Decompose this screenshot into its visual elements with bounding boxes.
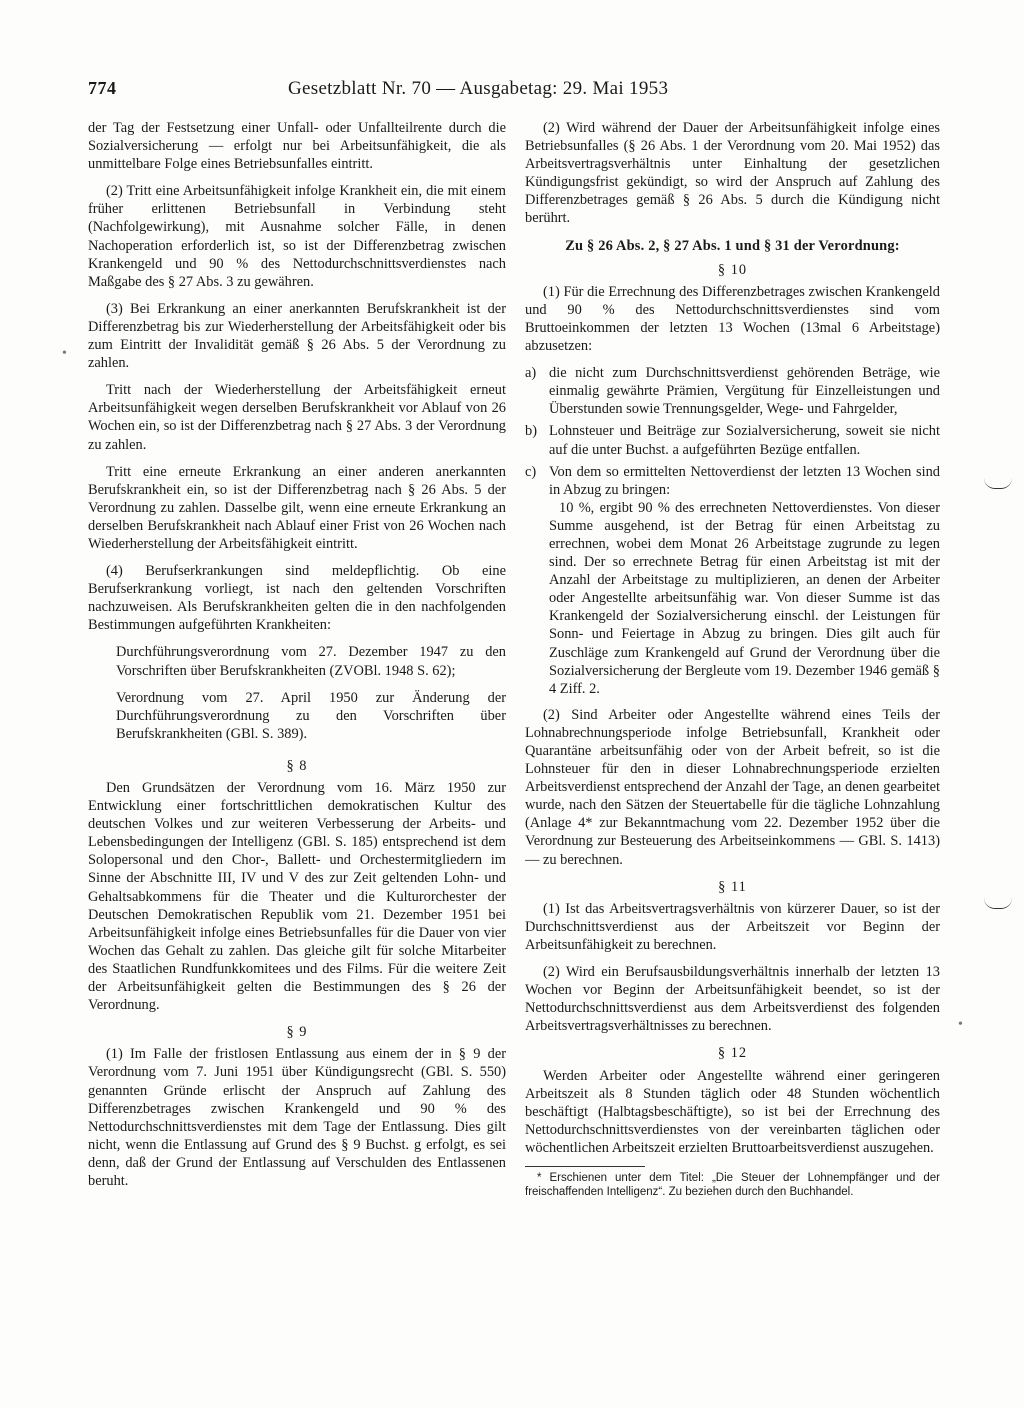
page-number: 774 [88,78,117,98]
paragraph: (3) Bei Erkrankung an einer anerkannten Berufskrankheit ist der Differenzbetrag bis zur Wiederherstellung der Arbeitsfähigkeit oder bis zum Eintritt der Invalidität gemäß § 26 Abs. 5 der Verordnung zu zahlen. [88,300,506,372]
section-heading: § 8 [286,757,308,774]
section-heading: § 12 [717,1045,748,1062]
section-heading: § 9 [286,1024,308,1041]
subheading: Zu § 26 Abs. 2, § 27 Abs. 1 und § 31 der Verordnung: [565,237,900,254]
margin-speck: • [958,1017,963,1032]
header-title: Gesetzblatt Nr. 70 — Ausgabetag: 29. Mai 1953 [288,78,669,99]
list-text-continued: 10 %, ergibt 90 % des errechneten Nettoverdienstes. Von dieser Summe ausgehend, ist der Betrag für einen Arbeitstag zu errechnen, wobei dem Monat 26 Arbeitstage zugrunde zu legen sind. Der so errechnete Betrag für einen Arbeitstag ist mit der Anzahl der Arbeitstage zu multiplizieren, an denen der Arbeiter oder Angestellte arbeitsunfähig war. Von dieser Summe ist das Krankengeld der Sozialversicherung einschl. der Leistungen für Sonn- und Feiertage in Abzug zu bringen. Dies gilt auch für Zuschläge zum Krankengeld auf Grund der Verordnung über die Sozialversicherung der Bergleute vom 19. Dezember 1946 gemäß § 4 Ziff. 2. [549,499,940,697]
paragraph: (1) Ist das Arbeitsvertragsverhältnis von kürzerer Dauer, so ist der Durchschnittsverdienst aus der Arbeitszeit vor Beginn der Arbeitsunfähigkeit zu berechnen. [525,900,940,953]
paragraph-reference: Durchführungsverordnung vom 27. Dezember 1947 zu den Vorschriften über Berufskrankheiten (ZVOBl. 1948 S. 62); [116,644,506,679]
paragraph: (2) Tritt eine Arbeitsunfähigkeit infolge Krankheit ein, die mit einem früher erlittenen Betriebsunfall in Verbindung steht (Nachfolgewirkung), mit Ausnahme solcher Fälle, in denen Nachoperation erforderlich ist, so ist der Differenzbetrag zwischen Krankengeld und 90 % des Nettodurchschnittsverdienstes nach Maßgabe des § 27 Abs. 3 zu gewähren. [88,183,506,290]
list-marker: b) [525,423,537,440]
list-text: Lohnsteuer und Beiträge zur Sozialversicherung, soweit sie nicht auf die unter Buchst. a aufgeführten Bezüge entfallen. [549,423,940,458]
paragraph: (1) Für die Errechnung des Differenzbetrages zwischen Krankengeld und 90 % des Nettodurchschnittsverdienstes sind vom Bruttoeinkommen der letzten 13 Wochen (13mal 6 Arbeitstage) abzusetzen: [525,283,940,355]
margin-mark [984,478,1012,489]
list-item [525,422,940,458]
footnote: * Erschienen unter dem Titel: „Die Steuer der Lohnempfänger und der freischaffenden Intelligenz“. Zu beziehen durch den Buchhandel. [525,1171,940,1198]
list-text: Von dem so ermittelten Nettoverdienst der letzten 13 Wochen sind in Abzug zu bringen: [549,463,940,498]
paragraph: (2) Sind Arbeiter oder Angestellte während eines Teils der Lohnabrechnungsperiode infolge Betriebsunfall, Krankheit oder Quarantäne arbeitsunfähig oder von der Arbeit befreit, so ist die Lohnsteuer für den in dieser Lohnabrechnungsperiode erzielten Arbeitsverdienst entsprechend der Anzahl der Tage, an denen gearbeitet wurde, nach den Sätzen der Steuertabelle für die tägliche Lohnzahlung (Anlage 4* zur Bekanntmachung vom 22. Dezember 1952 über die Verordnung zur Besteuerung des Arbeitseinkommens — GBl. S. 1413) — zu berechnen. [525,706,940,868]
paragraph: Werden Arbeiter oder Angestellte während einer geringeren Arbeitszeit als 8 Stunden täglich oder 48 Stunden wöchentlich beschäftigt (Halbtagsbeschäftigte), so ist bei der Errechnung des Nettodurchschnittsverdienstes von der vereinbarten täglichen oder wöchentlichen Arbeitszeit erzielten Bruttoarbeitsverdienst auszugehen. [525,1067,940,1156]
list-item [525,463,940,698]
paragraph: (1) Im Falle der fristlosen Entlassung aus einem der in § 9 der Verordnung vom 7. Juni 1951 über Kündigungsrecht (GBl. S. 550) genannten Gründe erlischt der Anspruch auf Zahlung des Differenzbetrages zwischen Krankengeld und 90 % des Nettodurchschnittsverdienstes mit dem Tage der Entlassung. Dies gilt nicht, wenn die Entlassung auf Grund des § 9 Buchst. g erfolgt, es sei denn, daß der Grund der Entlassung auf Verschulden des Entlassenen beruht. [88,1046,506,1189]
paragraph-reference: Verordnung vom 27. April 1950 zur Änderung der Durchführungsverordnung zu den Vorschriften über Berufskrankheiten (GBl. S. 389). [116,689,506,742]
footnote-divider [525,1166,645,1167]
list-text: die nicht zum Durchschnittsverdienst gehörenden Beträge, wie einmalig gewährte Prämien, Vergütung für Einzelleistungen und Überstunden sowie Trennungsgelder, Wege- und Fahrgelder, [549,365,940,418]
paragraph: der Tag der Festsetzung einer Unfall- oder Unfallteilrente durch die Sozialversicherung — erfolgt nur bei Arbeitsunfähigkeit, die als unmittelbare Folge eines Betriebsunfalles eintritt. [88,120,506,173]
paragraph: (4) Berufserkrankungen sind meldepflichtig. Ob eine Berufserkrankung vorliegt, ist nach den geltenden Vorschriften nachzuweisen. Als Berufskrankheiten gelten die in den nachfolgenden Bestimmungen aufgeführten Krankheiten: [88,563,506,634]
section-heading: § 10 [717,261,748,278]
paragraph: (2) Wird ein Berufsausbildungsverhältnis innerhalb der letzten 13 Wochen vor Beginn der Arbeitsunfähigkeit beendet, so ist der Nettodurchschnittsverdienst aus dem Arbeitsverdienst des folgenden Arbeitsvertragsverhältnisses zu berechnen. [525,964,940,1035]
paragraph: Tritt nach der Wiederherstellung der Arbeitsfähigkeit erneut Arbeitsunfähigkeit wegen derselben Berufskrankheit vor Ablauf von 26 Wochen ein, so ist der Differenzbetrag nach § 27 Abs. 3 der Verordnung zu zahlen. [88,382,506,453]
paragraph: Tritt eine erneute Erkrankung an einer anderen anerkannten Berufskrankheit ein, so ist der Differenzbetrag nach § 26 Abs. 5 der Verordnung zu zahlen. Dasselbe gilt, wenn eine erneute Erkrankung an derselben Berufskrankheit nach Ablauf einer Frist von 26 Wochen nach Wiederherstellung der Arbeitsfähigkeit eintritt. [88,463,506,552]
margin-speck: • [62,346,67,361]
paragraph: Den Grundsätzen der Verordnung vom 16. März 1950 zur Entwicklung einer fortschrittlichen demokratischen Kultur des deutschen Volkes und zur weiteren Verbesserung der Arbeits- und Lebensbedingungen der Intelligenz (GBl. S. 185) entsprechend ist dem Solopersonal und den Chor-, Ballett- und Orchestermitgliedern im Sinne der Abschnitte III, IV und V des zur Zeit geltenden Lohn- und Gehaltsabkommens für die Theater und die Kulturorchester der Deutschen Demokratischen Republik vom 21. Dezember 1951 bei Arbeitsunfähigkeit infolge eines Betriebsunfalles für die Dauer von vier Wochen das Gehalt zu zahlen. Das gleiche gilt für solche Mitarbeiter des Staatlichen Rundfunkkomitees und des Films. Für die weitere Zeit der Arbeitsunfähigkeit gelten die Bestimmungen des § 26 der Verordnung. [88,780,506,1014]
section-heading: § 11 [718,878,747,895]
list-marker: a) [525,365,537,382]
left-column [88,119,506,1199]
list-marker: c) [525,463,537,480]
paragraph: (2) Wird während der Dauer der Arbeitsunfähigkeit infolge eines Betriebsunfalles (§ 26 Abs. 1 der Verordnung vom 20. Mai 1952) das Arbeitsvertragsverhältnis unter Einhaltung der gesetzlichen Kündigungsfrist gekündigt, so wird der Anspruch auf Zahlung des Differenzbetrages gemäß § 26 Abs. 5 durch die Kündigung nicht berührt. [525,120,940,227]
margin-mark [984,898,1012,909]
right-column [525,119,940,1199]
list-text-group [549,463,940,698]
list-item [525,364,940,418]
page-header [88,78,938,104]
